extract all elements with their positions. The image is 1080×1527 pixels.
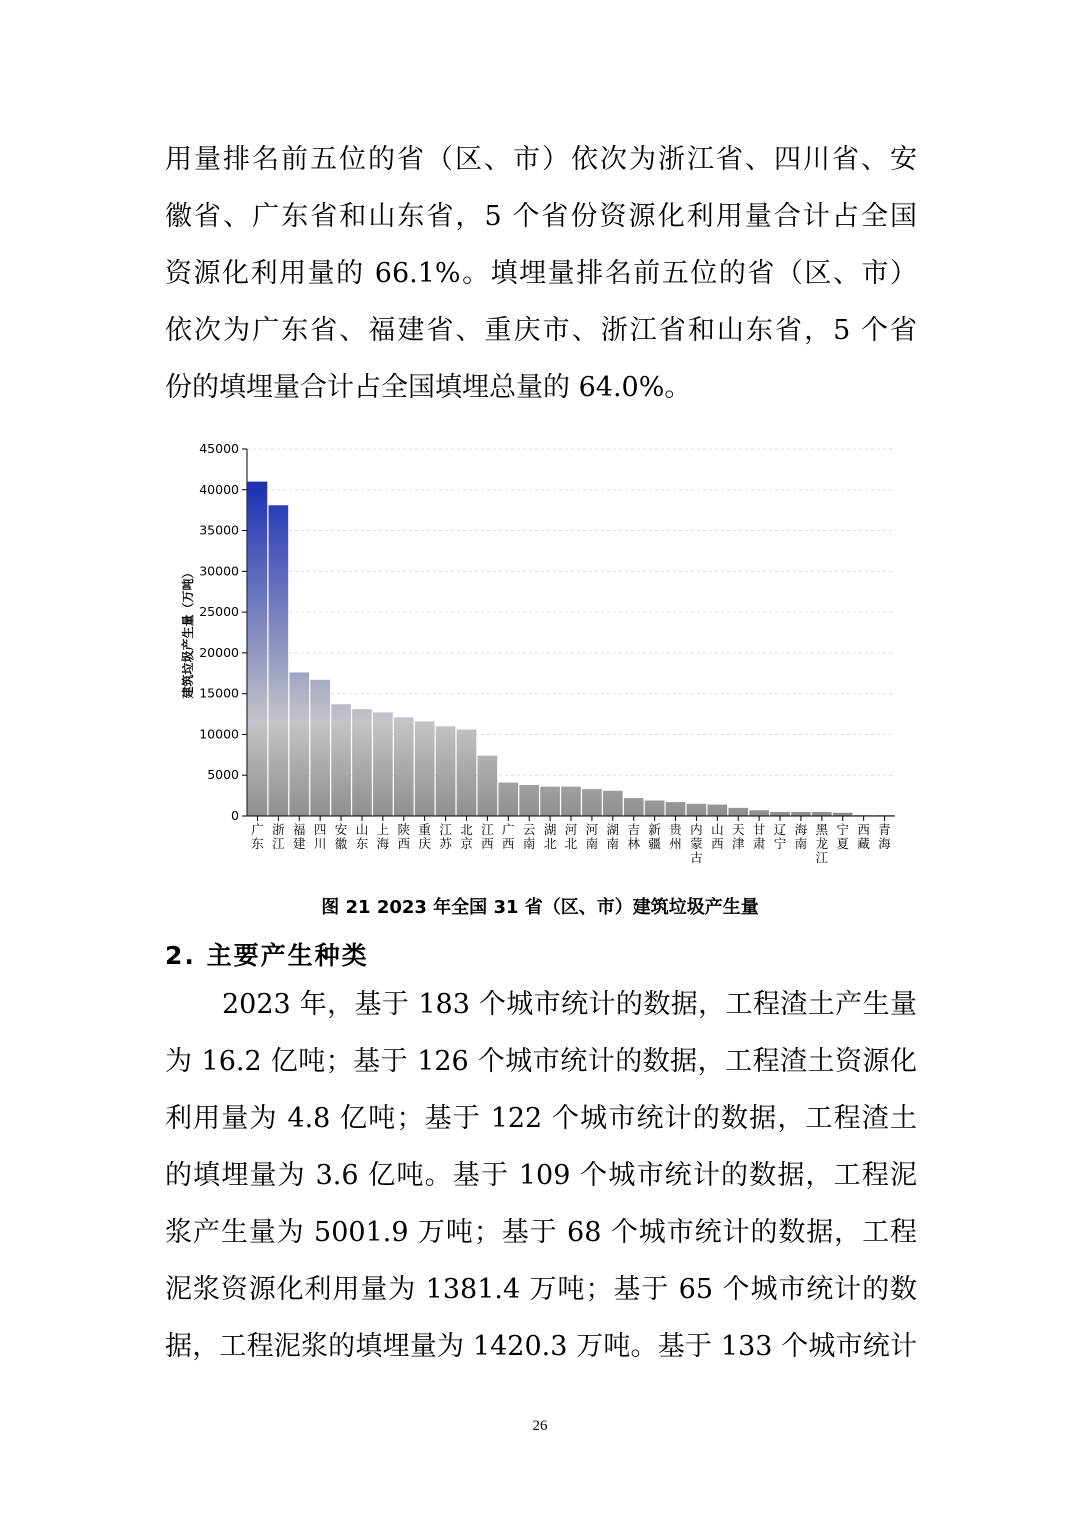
bar — [248, 482, 268, 816]
bar — [582, 789, 602, 816]
paragraph-2 — [165, 976, 917, 1375]
y-tick-label: 40000 — [199, 481, 239, 497]
bar — [624, 798, 644, 816]
x-tick-label: 吉林 — [627, 822, 640, 851]
y-tick-label: 45000 — [199, 441, 239, 456]
x-tick-label: 内蒙古 — [690, 822, 703, 865]
figure-caption: 图 21 2023 年全国 31 省（区、市）建筑垃圾产生量 — [321, 897, 759, 918]
x-tick-label: 广西 — [502, 822, 515, 851]
bar-chart — [180, 438, 910, 870]
bar — [478, 756, 498, 816]
bar — [687, 804, 707, 816]
y-tick-label: 35000 — [199, 522, 239, 538]
bar — [749, 810, 769, 816]
bar — [519, 785, 539, 816]
text-line: 依次为广东省、福建省、重庆市、浙江省和山东省，5 个省 — [165, 315, 917, 346]
page-number: 26 — [532, 1418, 548, 1434]
bar — [269, 505, 289, 816]
x-tick-label: 天津 — [731, 822, 745, 851]
x-tick-label: 河北 — [564, 822, 578, 851]
x-tick-label: 山西 — [711, 822, 724, 851]
bar — [394, 717, 414, 816]
text-line: 泥浆资源化利用量为 1381.4 万吨；基于 65 个城市统计的数 — [165, 1274, 917, 1305]
x-tick-label: 西藏 — [857, 822, 870, 851]
x-tick-label: 广东 — [251, 822, 264, 851]
text-line: 份的填埋量合计占全国填埋总量的 64.0%。 — [165, 372, 692, 403]
bar — [791, 812, 811, 816]
x-tick-label: 新疆 — [648, 822, 661, 851]
text-line: 为 16.2 亿吨；基于 126 个城市统计的数据，工程渣土资源化 — [165, 1046, 917, 1077]
x-tick-label: 黑龙江 — [815, 822, 829, 865]
x-tick-label: 江苏 — [439, 822, 452, 851]
x-tick-label: 北京 — [460, 822, 473, 851]
y-tick-label: 15000 — [199, 685, 239, 701]
x-tick-label: 海南 — [794, 822, 808, 851]
section-heading: 2. 主要产生种类 — [165, 941, 369, 970]
bar — [540, 787, 560, 816]
bar — [457, 730, 477, 816]
x-tick-label: 湖北 — [543, 822, 557, 851]
text-line: 用量排名前五位的省（区、市）依次为浙江省、四川省、安 — [165, 144, 917, 175]
x-tick-label: 福建 — [293, 822, 306, 851]
x-tick-label: 浙江 — [272, 822, 285, 851]
bar — [498, 783, 518, 816]
text-line: 资源化利用量的 66.1%。填埋量排名前五位的省（区、市） — [165, 258, 917, 289]
text-line: 浆产生量为 5001.9 万吨；基于 68 个城市统计的数据，工程 — [165, 1217, 917, 1248]
bar — [415, 721, 435, 816]
bars — [248, 482, 895, 816]
x-tick-label: 山东 — [355, 822, 369, 851]
bar — [310, 680, 330, 816]
x-tick-label: 贵州 — [669, 822, 682, 851]
x-tick-label: 河南 — [585, 822, 599, 851]
x-tick-label: 陕西 — [397, 822, 411, 851]
y-tick-label: 30000 — [199, 563, 239, 579]
text-line: 利用量为 4.8 亿吨；基于 122 个城市统计的数据，工程渣土 — [165, 1103, 917, 1134]
x-tick-label: 青海 — [878, 822, 891, 851]
y-tick-label: 20000 — [199, 644, 239, 660]
x-tick-label: 宁夏 — [836, 822, 849, 851]
x-tick-label: 重庆 — [418, 822, 431, 851]
y-tick-label: 10000 — [199, 726, 239, 742]
x-tick-label: 江西 — [481, 822, 494, 851]
text-line: 徽省、广东省和山东省，5 个省份资源化利用量合计占全国 — [165, 201, 917, 232]
x-tick-label: 辽宁 — [773, 822, 787, 851]
bar — [728, 808, 748, 816]
bar — [645, 801, 665, 816]
bar — [666, 802, 686, 816]
y-axis-label: 建筑垃圾产生量（万吨） — [181, 566, 195, 699]
bar — [331, 704, 351, 816]
paragraph-1 — [165, 131, 917, 416]
x-tick-label: 安徽 — [334, 822, 348, 851]
x-tick-label: 上海 — [376, 822, 390, 851]
bar — [812, 812, 832, 816]
text-line: 2023 年，基于 183 个城市统计的数据，工程渣土产生量 — [222, 989, 917, 1020]
x-tick-label: 甘肃 — [752, 822, 766, 851]
x-tick-label: 四川 — [313, 822, 327, 851]
x-tick-label: 云南 — [522, 822, 536, 851]
bar — [707, 805, 727, 816]
y-tick-label: 25000 — [199, 604, 239, 620]
text-line: 的填埋量为 3.6 亿吨。基于 109 个城市统计的数据，工程泥 — [165, 1160, 917, 1191]
x-tick-label: 湖南 — [606, 822, 620, 851]
bar — [603, 791, 623, 816]
y-tick-label: 0 — [231, 808, 239, 823]
text-line: 据，工程泥浆的填埋量为 1420.3 万吨。基于 133 个城市统计 — [165, 1331, 917, 1362]
bar — [289, 672, 309, 816]
y-tick-label: 5000 — [207, 767, 239, 783]
bar — [770, 812, 790, 816]
bar — [561, 787, 581, 816]
bar — [373, 712, 393, 816]
bar — [352, 709, 372, 816]
bar — [436, 726, 456, 816]
